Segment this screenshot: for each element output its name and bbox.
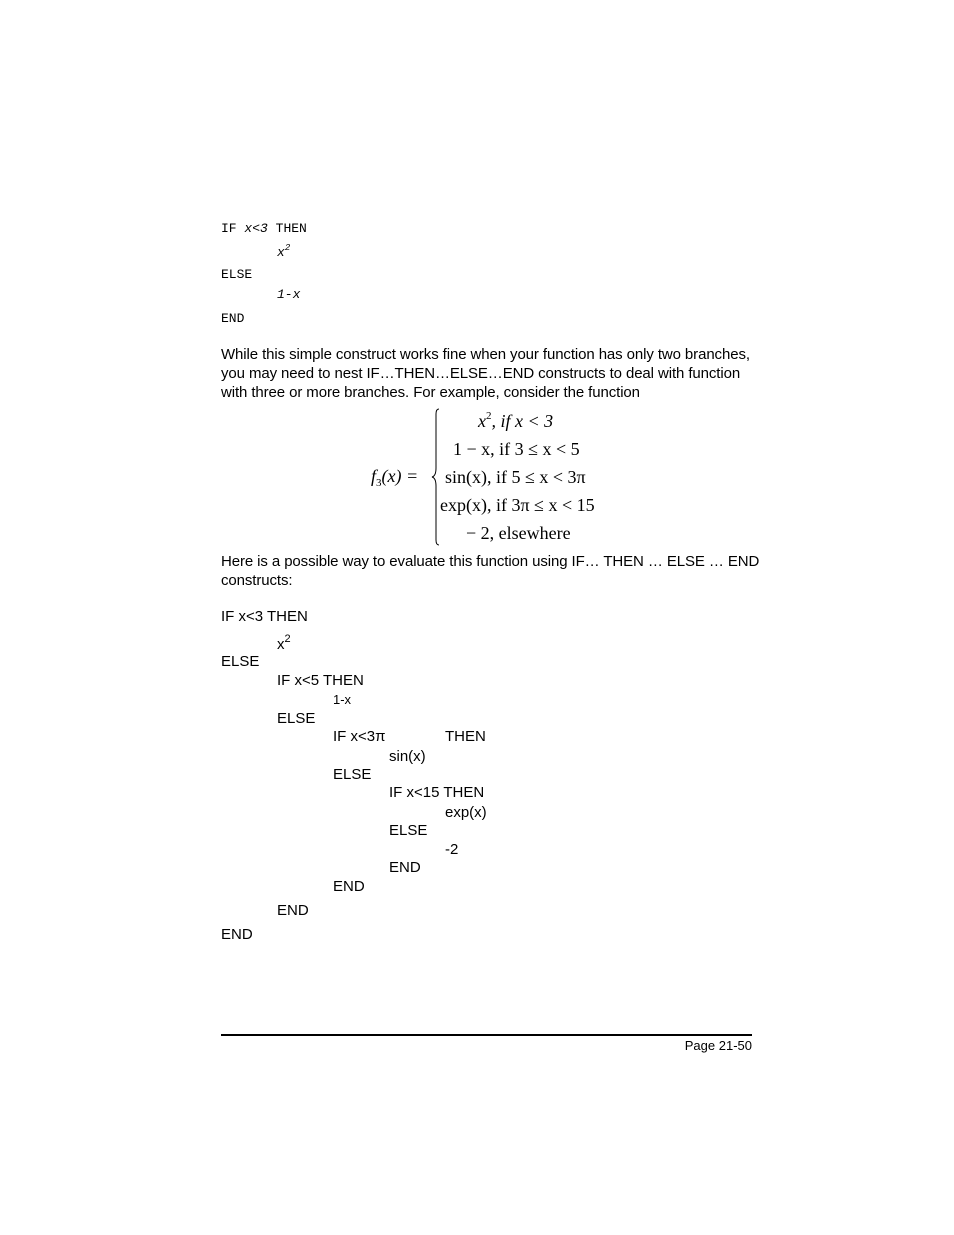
equation-lhs	[371, 466, 418, 487]
equation-row-4: exp(x), if 3π ≤ x < 15	[440, 495, 595, 515]
nested-code-line-13: -2	[445, 841, 459, 858]
nested-code-line-17: END	[221, 926, 253, 943]
curly-brace-icon	[430, 408, 440, 546]
nested-code-line-10: IF x<15 THEN	[389, 784, 485, 801]
expression: 1-x	[277, 287, 301, 302]
nested-code-line-14: END	[389, 859, 421, 876]
nested-code-line-16: END	[277, 902, 309, 919]
equation-row-5: − 2, elsewhere	[466, 523, 571, 543]
nested-code-line-6: ELSE	[277, 710, 316, 727]
exponent: 2	[284, 633, 291, 645]
nested-code-line-2	[277, 633, 291, 653]
code-line-if	[221, 221, 307, 236]
nested-code-line-1: IF x<3 THEN	[221, 608, 308, 625]
code-line-else: ELSE	[221, 267, 253, 282]
row1-variable: x	[478, 411, 486, 431]
code-line-end: END	[221, 311, 245, 326]
nested-code-line-7-then: THEN	[445, 728, 486, 745]
nested-code-line-11: exp(x)	[445, 804, 487, 821]
function-name: f	[371, 466, 377, 486]
lhs-argument: (x) =	[381, 466, 419, 486]
variable-x: x	[277, 636, 285, 653]
nested-code-line-5: 1-x	[333, 692, 352, 707]
keyword-if: IF	[221, 221, 237, 236]
code-line-one-minus-x	[277, 287, 300, 302]
keyword-then: THEN	[275, 221, 307, 236]
footer-rule	[221, 1034, 752, 1036]
condition: x<3	[244, 221, 268, 236]
exponent: 2	[284, 243, 291, 253]
variable-x: x	[277, 245, 285, 260]
equation-row-2: 1 − x, if 3 ≤ x < 5	[453, 439, 580, 459]
nested-code-line-15: END	[333, 878, 365, 895]
nested-code-line-7	[333, 728, 385, 745]
equation-row-1	[478, 411, 553, 432]
nested-code-line-9: ELSE	[333, 766, 372, 783]
page-number: Page 21-50	[684, 1038, 752, 1053]
nested-code-line-3: ELSE	[221, 653, 260, 670]
nested-code-line-4: IF x<5 THEN	[277, 672, 364, 689]
code-line-x-squared	[277, 245, 290, 260]
row1-condition: , if x < 3	[491, 411, 554, 431]
equation-row-3: sin(x), if 5 ≤ x < 3π	[445, 467, 586, 487]
nested-code-line-12: ELSE	[389, 822, 428, 839]
subscript: 3	[376, 477, 382, 489]
paragraph-explanation: Here is a possible way to evaluate this function using IF… THEN … ELSE … END constructs:	[221, 553, 760, 589]
row1-exponent: 2	[486, 410, 492, 422]
condition: IF x<3π	[333, 728, 386, 745]
nested-code-line-8: sin(x)	[389, 748, 426, 765]
paragraph-intro: While this simple construct works fine when your function has only two branches, you may need to nest IF…THEN…ELSE…END constructs to deal with function with three or more branches. For example, consider the function	[221, 346, 750, 401]
